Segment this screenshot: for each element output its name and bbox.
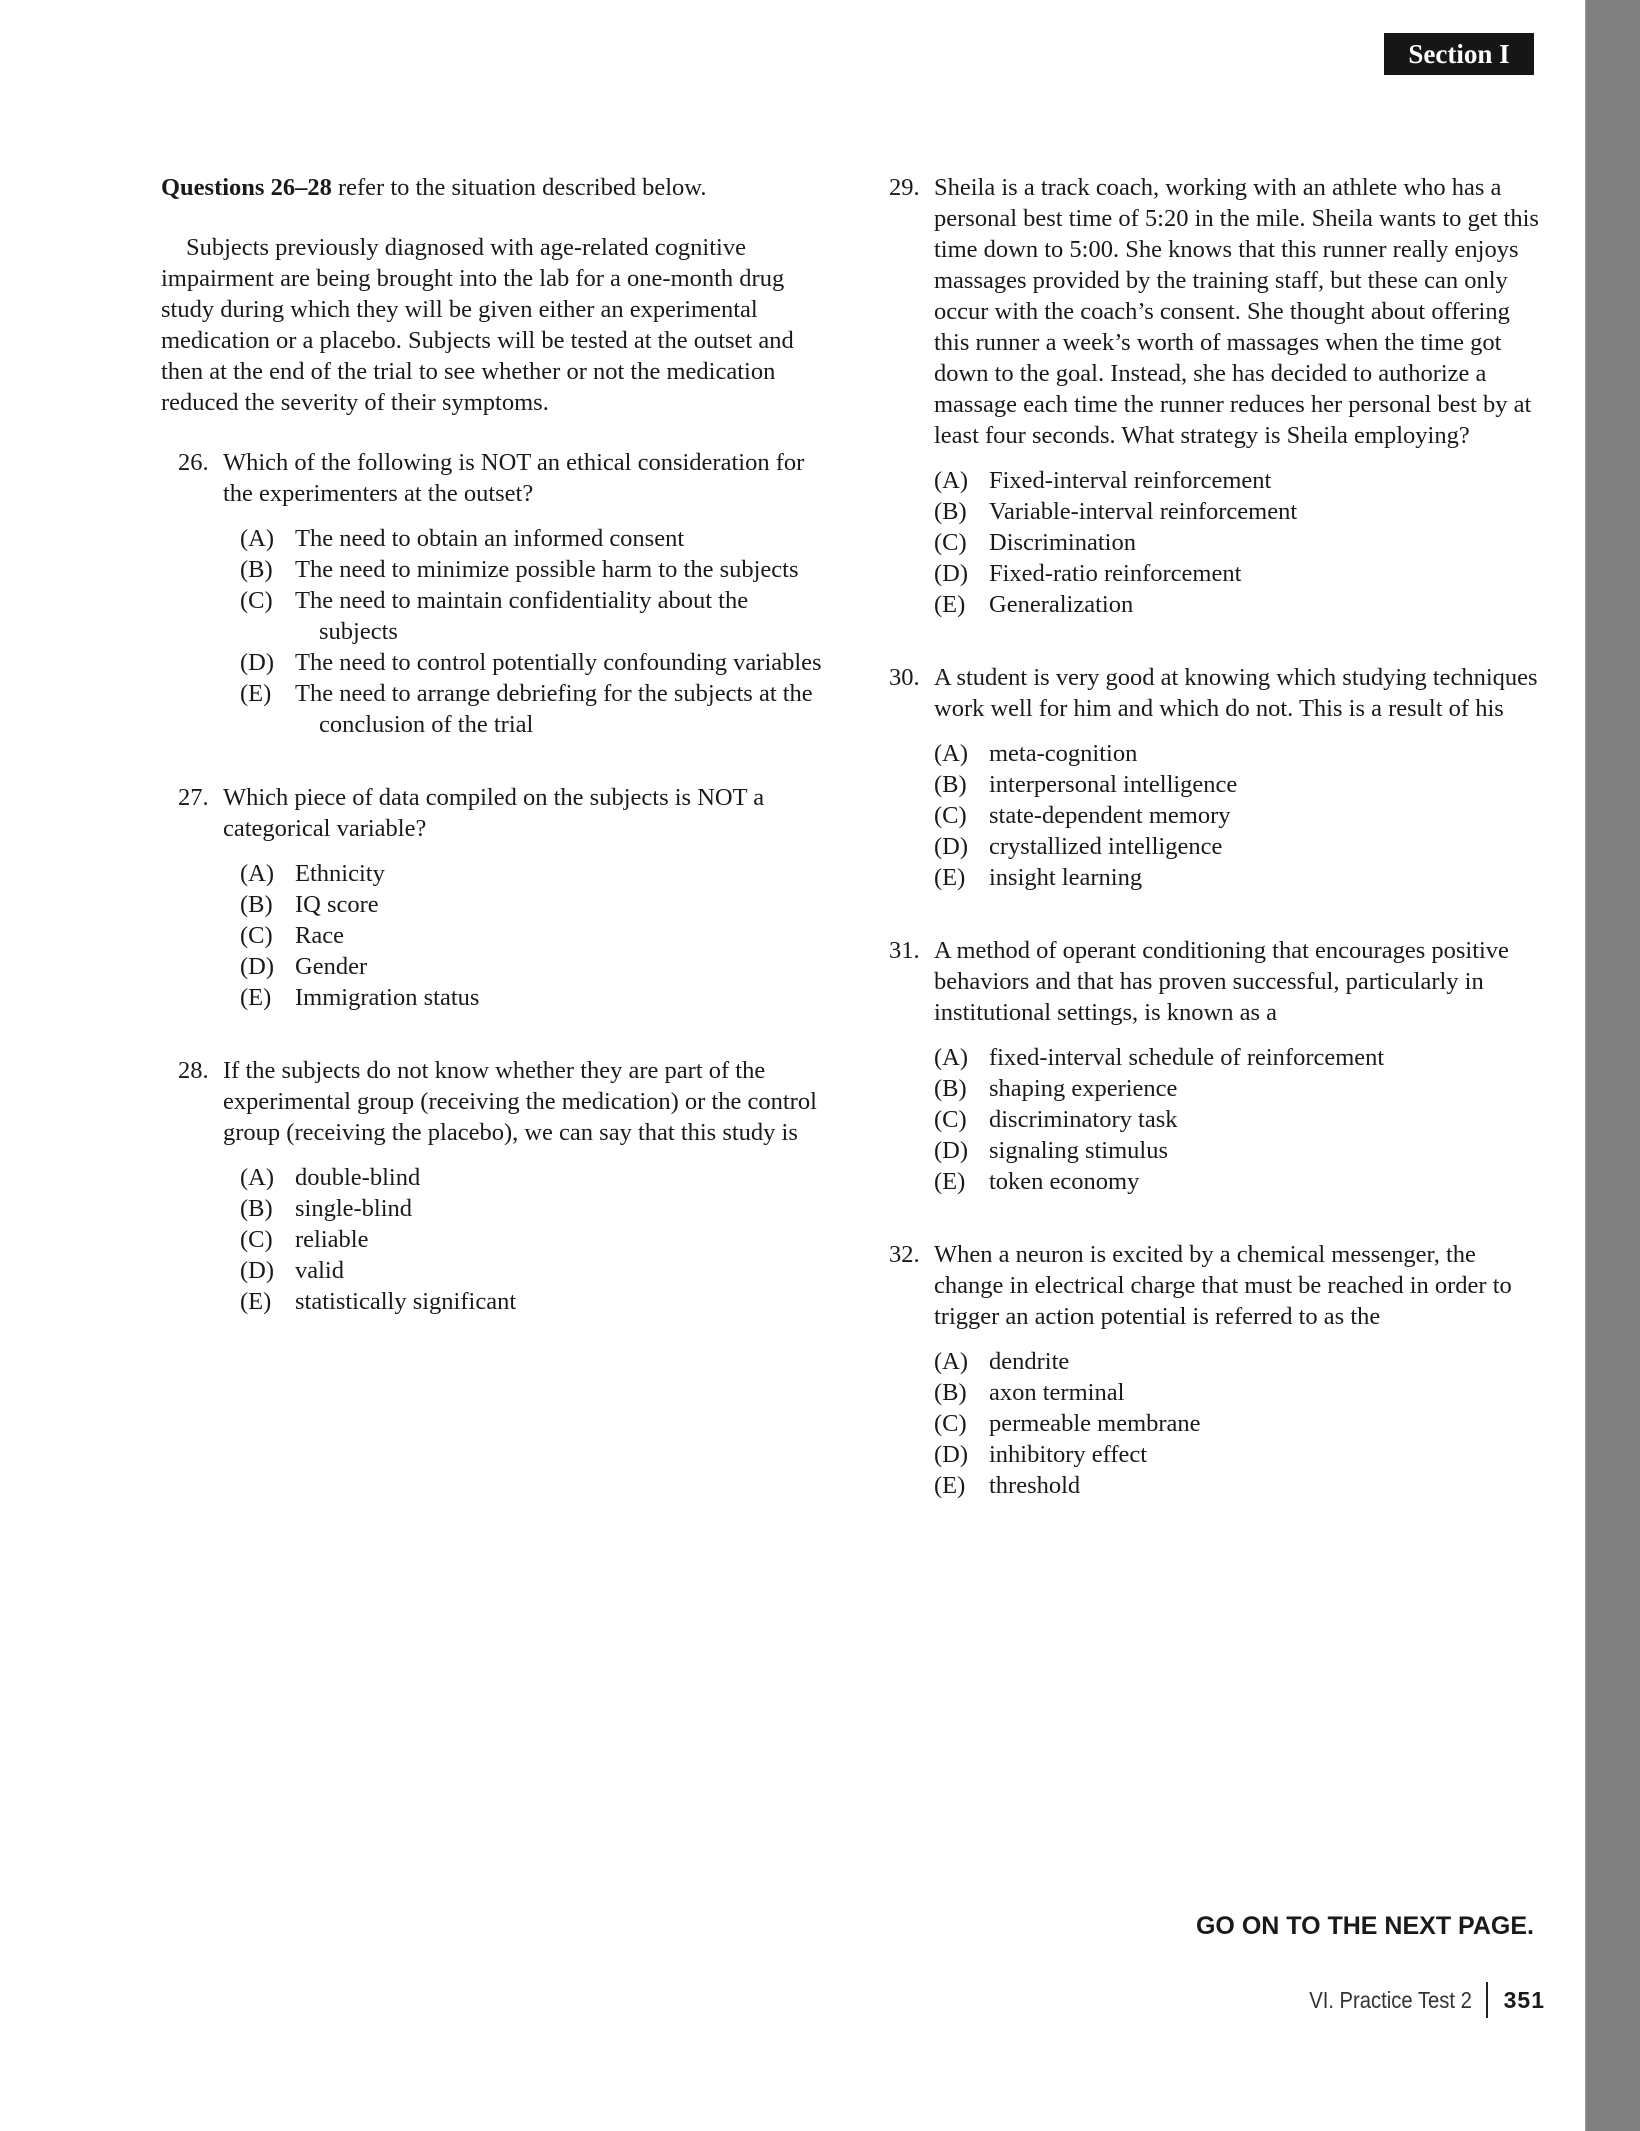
- choice-letter: (B): [934, 1379, 967, 1406]
- answer-choice[interactable]: [934, 589, 1539, 620]
- choice-letter: (A): [934, 1348, 969, 1375]
- answer-choice[interactable]: [934, 1408, 1539, 1439]
- answer-choice[interactable]: [934, 1377, 1539, 1408]
- choice-letter: (A): [240, 860, 275, 887]
- answer-choice[interactable]: [240, 920, 831, 951]
- answer-choice[interactable]: [934, 1439, 1539, 1470]
- choice-text: Fixed-ratio reinforcement: [989, 560, 1242, 587]
- answer-choices: [934, 1042, 1539, 1197]
- choice-letter: (D): [934, 1137, 969, 1164]
- choice-letter: (A): [934, 740, 969, 767]
- question-stem: A method of operant conditioning that encourages positive behaviors and that has proven successful, particularly in institutional settings, is known as a: [934, 937, 1509, 1026]
- choice-letter: (E): [934, 864, 966, 891]
- question-32: [889, 1239, 1539, 1501]
- choice-letter: (D): [934, 1441, 969, 1468]
- choice-letter: (B): [934, 771, 967, 798]
- question-30: [889, 662, 1539, 893]
- choice-letter: (A): [934, 467, 969, 494]
- choice-text: dendrite: [989, 1348, 1070, 1375]
- choice-text: discriminatory task: [989, 1106, 1178, 1133]
- choice-text: signaling stimulus: [989, 1137, 1169, 1164]
- answer-choice[interactable]: [240, 858, 831, 889]
- choice-text: axon terminal: [989, 1379, 1125, 1406]
- choice-letter: (E): [240, 680, 272, 707]
- footer-part-label: VI. Practice Test 2: [1308, 1986, 1472, 2013]
- choice-letter: (D): [934, 560, 969, 587]
- intro-text: refer to the situation described below.: [331, 174, 707, 201]
- question-28: [161, 1055, 831, 1317]
- answer-choices: [240, 1162, 831, 1317]
- question-number: 31.: [889, 937, 920, 964]
- answer-choice[interactable]: [934, 738, 1539, 769]
- choice-text: crystallized intelligence: [989, 833, 1223, 860]
- choice-text: The need to arrange debriefing for the subjects at the conclusion of the trial: [295, 680, 813, 738]
- question-27: [161, 782, 831, 1013]
- section-badge: Section I: [1384, 33, 1534, 75]
- choice-letter: (C): [934, 529, 967, 556]
- choice-letter: (B): [240, 891, 273, 918]
- answer-choice[interactable]: [240, 951, 831, 982]
- choice-letter: (C): [240, 1226, 273, 1253]
- choice-text: Immigration status: [295, 984, 480, 1011]
- choice-text: The need to obtain an informed consent: [295, 525, 685, 552]
- answer-choices: [240, 858, 831, 1013]
- question-set-intro: [161, 172, 831, 203]
- choice-letter: (C): [934, 802, 967, 829]
- question-number: 32.: [889, 1241, 920, 1268]
- answer-choices: [934, 1346, 1539, 1501]
- page-footer: [1200, 1980, 1545, 2020]
- choice-text: Fixed-interval reinforcement: [989, 467, 1272, 494]
- answer-choices: [934, 738, 1539, 893]
- page-edge-bar: [1585, 0, 1640, 2131]
- question-stem: If the subjects do not know whether they are part of the experimental group (receiving the medication) or the control group (receiving the placebo), we can say that this study is: [223, 1057, 817, 1146]
- choice-text: IQ score: [295, 891, 379, 918]
- choice-text: meta-cognition: [989, 740, 1138, 767]
- choice-letter: (E): [934, 591, 966, 618]
- go-on-next-page: GO ON TO THE NEXT PAGE.: [1195, 1912, 1534, 1940]
- answer-choices: [934, 465, 1539, 620]
- answer-choice[interactable]: [240, 1193, 831, 1224]
- choice-text: threshold: [989, 1472, 1081, 1499]
- choice-text: Gender: [295, 953, 368, 980]
- choice-text: interpersonal intelligence: [989, 771, 1238, 798]
- choice-letter: (D): [240, 1257, 275, 1284]
- choice-text: Race: [295, 922, 344, 949]
- answer-choices: [240, 523, 831, 740]
- choice-text: Variable-interval reinforcement: [989, 498, 1298, 525]
- choice-letter: (C): [934, 1410, 967, 1437]
- left-question-list: [161, 447, 831, 1317]
- question-number: 27.: [178, 784, 209, 811]
- choice-text: reliable: [295, 1226, 369, 1253]
- answer-choice[interactable]: [240, 1255, 831, 1286]
- choice-letter: (E): [240, 1288, 272, 1315]
- answer-choice[interactable]: [240, 678, 831, 740]
- answer-choice[interactable]: [934, 1104, 1539, 1135]
- right-question-list: [889, 172, 1539, 1501]
- answer-choice[interactable]: [934, 496, 1539, 527]
- question-stem: Which of the following is NOT an ethical consideration for the experimenters at the outset?: [223, 449, 805, 507]
- choice-text: token economy: [989, 1168, 1140, 1195]
- answer-choice[interactable]: [934, 1346, 1539, 1377]
- choice-text: Generalization: [989, 591, 1134, 618]
- question-number: 28.: [178, 1057, 209, 1084]
- page-number: 351: [1503, 1986, 1545, 2013]
- answer-choice[interactable]: [240, 889, 831, 920]
- answer-choice[interactable]: [240, 554, 831, 585]
- answer-choice[interactable]: [240, 585, 831, 647]
- footer-divider: [1486, 1982, 1488, 2018]
- question-31: [889, 935, 1539, 1197]
- question-stem: Sheila is a track coach, working with an athlete who has a personal best time of 5:20 in the mile. Sheila wants to get this time down to 5:00. She knows that this runner really enjoys massages provided by the training staff, but these can only occur with the coach’s consent. She thought about offering this runner a week’s worth of massages when the time got down to the goal. Instead, she has decided to authorize a massage each time the runner reduces her personal best by at least four seconds. What strategy is Sheila employing?: [934, 174, 1539, 449]
- choice-text: inhibitory effect: [989, 1441, 1148, 1468]
- answer-choice[interactable]: [934, 465, 1539, 496]
- choice-letter: (B): [934, 1075, 967, 1102]
- choice-letter: (A): [240, 525, 275, 552]
- choice-text: Discrimination: [989, 529, 1136, 556]
- choice-letter: (C): [240, 922, 273, 949]
- answer-choice[interactable]: [934, 1135, 1539, 1166]
- choice-letter: (E): [934, 1472, 966, 1499]
- choice-letter: (D): [240, 953, 275, 980]
- choice-text: insight learning: [989, 864, 1143, 891]
- answer-choice[interactable]: [934, 1073, 1539, 1104]
- question-stem: When a neuron is excited by a chemical messenger, the change in electrical charge that must be reached in order to trigger an action potential is referred to as the: [934, 1241, 1512, 1330]
- answer-choice[interactable]: [240, 1224, 831, 1255]
- choice-letter: (D): [934, 833, 969, 860]
- choice-text: double-blind: [295, 1164, 421, 1191]
- choice-letter: (A): [240, 1164, 275, 1191]
- answer-choice[interactable]: [240, 647, 831, 678]
- intro-bold: Questions 26–28: [161, 174, 332, 201]
- answer-choice[interactable]: [934, 1470, 1539, 1501]
- choice-text: The need to control potentially confounding variables: [295, 649, 822, 676]
- choice-letter: (C): [934, 1106, 967, 1133]
- choice-text: single-blind: [295, 1195, 413, 1222]
- answer-choice[interactable]: [934, 800, 1539, 831]
- choice-text: The need to minimize possible harm to the subjects: [295, 556, 799, 583]
- question-number: 29.: [889, 174, 920, 201]
- choice-text: valid: [295, 1257, 344, 1284]
- answer-choice[interactable]: [934, 862, 1539, 893]
- question-29: [889, 172, 1539, 620]
- choice-text: shaping experience: [989, 1075, 1178, 1102]
- answer-choice[interactable]: [934, 558, 1539, 589]
- choice-letter: (A): [934, 1044, 969, 1071]
- question-stem: Which piece of data compiled on the subjects is NOT a categorical variable?: [223, 784, 765, 842]
- answer-choice[interactable]: [240, 523, 831, 554]
- choice-letter: (D): [240, 649, 275, 676]
- choice-text: fixed-interval schedule of reinforcement: [989, 1044, 1385, 1071]
- choice-letter: (B): [240, 1195, 273, 1222]
- right-column: [889, 172, 1539, 1543]
- choice-letter: (E): [240, 984, 272, 1011]
- answer-choice[interactable]: [934, 831, 1539, 862]
- choice-text: The need to maintain confidentiality about the subjects: [295, 587, 749, 645]
- choice-letter: (C): [240, 587, 273, 614]
- choice-text: state-dependent memory: [989, 802, 1231, 829]
- choice-letter: (B): [934, 498, 967, 525]
- question-number: 26.: [178, 449, 209, 476]
- answer-choice[interactable]: [934, 527, 1539, 558]
- question-stem: A student is very good at knowing which studying techniques work well for him and which do not. This is a result of his: [934, 664, 1538, 722]
- choice-text: statistically significant: [295, 1288, 517, 1315]
- choice-text: Ethnicity: [295, 860, 385, 887]
- choice-letter: (B): [240, 556, 273, 583]
- answer-choice[interactable]: [240, 1162, 831, 1193]
- answer-choice[interactable]: [240, 982, 831, 1013]
- question-number: 30.: [889, 664, 920, 691]
- answer-choice[interactable]: [934, 769, 1539, 800]
- passage: Subjects previously diagnosed with age-related cognitive impairment are being brought into the lab for a one-month drug study during which they will be given either an experimental medication or a placebo. Subjects will be tested at the outset and then at the end of the trial to see whether or not the medication reduced the severity of their symptoms.: [161, 234, 794, 416]
- choice-letter: (E): [934, 1168, 966, 1195]
- answer-choice[interactable]: [240, 1286, 831, 1317]
- answer-choice[interactable]: [934, 1166, 1539, 1197]
- left-column: [161, 172, 831, 1359]
- choice-text: permeable membrane: [989, 1410, 1201, 1437]
- question-26: [161, 447, 831, 740]
- answer-choice[interactable]: [934, 1042, 1539, 1073]
